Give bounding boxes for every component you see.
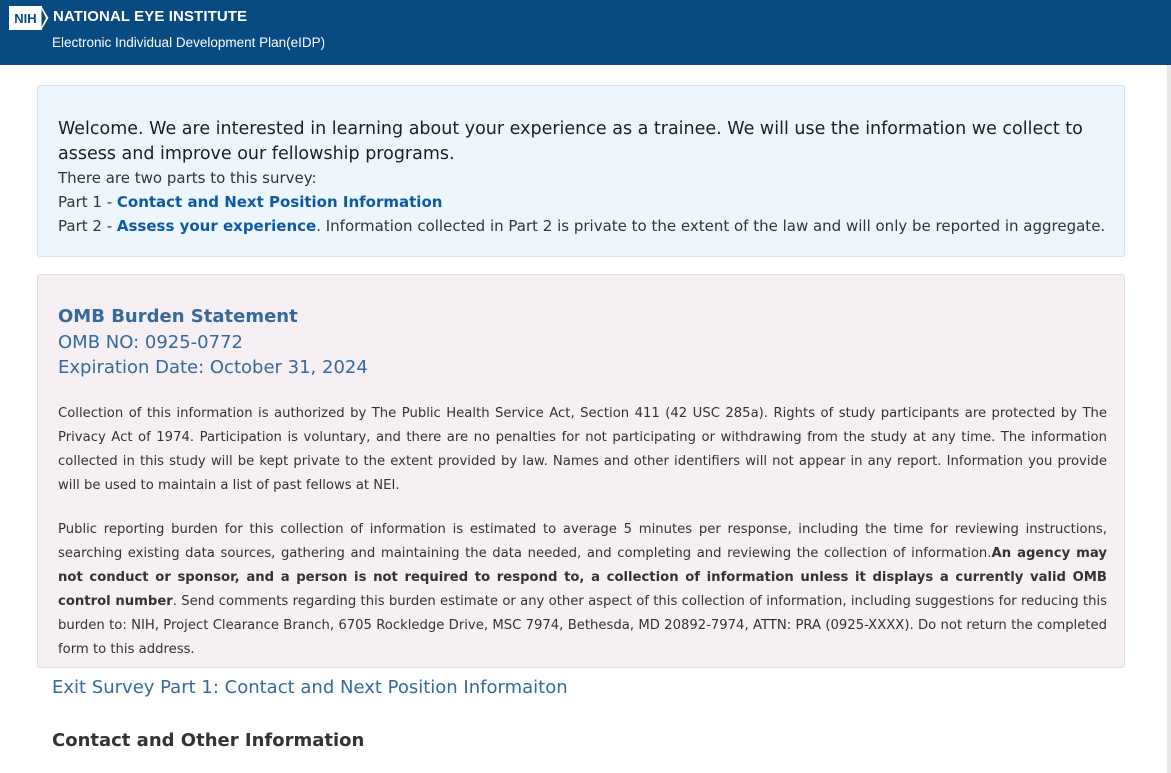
part2-prefix: Part 2 -	[58, 217, 117, 235]
omb-burden-panel	[37, 274, 1125, 668]
omb-title: OMB Burden Statement	[58, 306, 298, 327]
exit-survey-part1-link[interactable]: Exit Survey Part 1: Contact and Next Position Informaiton	[52, 677, 568, 698]
omb-authorization-paragraph: Collection of this information is authorized by The Public Health Service Act, Section 411 (42 USC 285a). Rights of study participants are protected by The Privacy Act of 1974. Participation is voluntary, and there are no penalties for not participating or withdrawing from the study at any time. The information collected in this study will be kept private to the extent provided by law. Names and other identifiers will not appear in any report. Information you provide will be used to maintain a list of past fellows at NEI.	[58, 406, 1107, 493]
part1-line	[58, 193, 442, 211]
nih-logo-icon[interactable]	[9, 6, 49, 30]
app-title: Electronic Individual Development Plan(eIDP)	[52, 35, 326, 50]
welcome-panel	[37, 85, 1125, 257]
part2-description: . Information collected in Part 2 is private to the extent of the law and will only be reported in aggregate.	[316, 217, 1106, 235]
burden-text: Public reporting burden for this collection of information is estimated to average 5 minutes per response, including the time for reviewing instructions, searching existing data sources, gathering and maintaining the data needed, and completing and reviewing the collection of information.	[58, 522, 1107, 561]
page-scrollbar[interactable]	[1167, 65, 1171, 773]
burden-contact-text: . Send comments regarding this burden estimate or any other aspect of this collection of information, including suggestions for reducing this burden to: NIH, Project Clearance Branch, 6705 Rockledge Drive, MSC 7974, Bethesda, MD 20892-7974, ATTN: PRA (0925-XXXX). Do not return the completed form to this address.	[58, 594, 1107, 657]
burden-notice: An agency may not conduct or sponsor, and a person is not required to respond to, a collection of information unless it displays a currently valid OMB control number	[58, 546, 1107, 609]
contact-section-heading: Contact and Other Information	[52, 730, 365, 751]
part2-link[interactable]: Assess your experience	[116, 217, 317, 235]
welcome-lead: Welcome. We are interested in learning about your experience as a trainee. We will use the information we collect to assess and improve our fellowship programs.	[58, 119, 1083, 164]
part1-prefix: Part 1 -	[58, 193, 117, 211]
part2-line	[58, 217, 1105, 235]
survey-intro: There are two parts to this survey:	[58, 169, 317, 187]
omb-number: OMB NO: 0925-0772	[58, 332, 243, 353]
part1-link[interactable]: Contact and Next Position Information	[116, 193, 443, 211]
omb-burden-paragraph	[58, 518, 1107, 662]
omb-expiration: Expiration Date: October 31, 2024	[58, 357, 368, 378]
nih-logo-text: NIH	[14, 11, 37, 26]
site-header	[0, 0, 1171, 65]
institute-name[interactable]: NATIONAL EYE INSTITUTE	[53, 8, 248, 25]
